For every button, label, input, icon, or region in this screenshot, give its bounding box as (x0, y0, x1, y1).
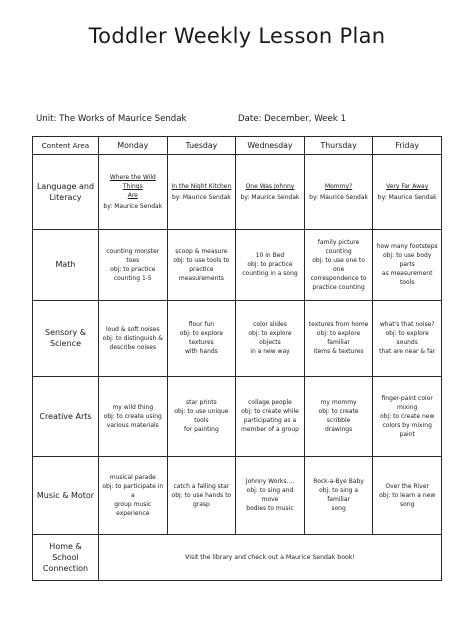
lesson-text-line: my mommy (320, 399, 357, 407)
lesson-text-line: obj: to distinguish & (102, 334, 163, 342)
lesson-text-line: correspondence to (310, 274, 367, 282)
book-title-line: In the Night Kitchen (171, 182, 232, 190)
lesson-cell-friday (373, 376, 442, 457)
lesson-text-line: flour fun (188, 321, 215, 329)
header-tuesday: Tuesday (167, 137, 236, 155)
lesson-text-line: loud & soft noises (106, 325, 160, 333)
book-title (238, 182, 302, 191)
lesson-text-line: various materials (106, 421, 159, 429)
content-area-line: Language and (36, 181, 95, 191)
lesson-text-line: textures from home (308, 321, 369, 329)
book-author: by: Maurice Sendak (309, 193, 368, 201)
content-area-line: Math (55, 260, 76, 270)
lesson-text-line: 10 in Bed (255, 252, 285, 260)
table-row (33, 155, 442, 230)
page-title: Toddler Weekly Lesson Plan (88, 24, 386, 48)
book-author: by: Maurice Sendak (103, 202, 163, 210)
lesson-cell-friday (373, 229, 442, 301)
lesson-text-line: obj: to use tools to (173, 256, 230, 264)
lesson-text-line: obj: to explore textures (179, 330, 224, 347)
lesson-text-line: obj: to practice (110, 265, 156, 273)
lesson-text-line: obj: to use unique tools (174, 408, 229, 425)
lesson-text-line: obj: to explore sounds (385, 330, 429, 347)
header-monday: Monday (99, 137, 168, 155)
lesson-cell-monday (99, 376, 168, 457)
lesson-cell-tuesday (167, 155, 236, 230)
lesson-text-line: obj: to create new (380, 412, 435, 420)
book-author: by: Maurice Sendak (171, 193, 231, 201)
book-title (375, 182, 439, 191)
header-row (33, 137, 442, 155)
lesson-text-line: counting monster toes (106, 247, 160, 264)
lesson-text-line: Johnny Works.... (245, 478, 295, 486)
lesson-text-line: song (399, 500, 415, 508)
lesson-text-line: items & textures (313, 348, 364, 356)
lesson-text-line: obj: to sing and move (246, 487, 294, 504)
lesson-text-line: scoop & measure (175, 247, 228, 255)
lesson-cell-wednesday (236, 457, 305, 535)
lesson-text-line: grasp (192, 500, 210, 508)
lesson-text-line: participating as a (243, 417, 297, 425)
lesson-cell-thursday (304, 376, 373, 457)
date-label: Date: December, Week 1 (238, 114, 346, 124)
lesson-text-line: Rock-a-Bye Baby (313, 478, 364, 486)
table-row (33, 376, 442, 457)
lesson-text-line: in a new way (250, 348, 290, 356)
connection-text: Visit the library and check out a Maurice Sendak book! (99, 534, 442, 580)
lesson-cell-wednesday (236, 155, 305, 230)
lesson-text-line: finger-paint color mixing (381, 394, 433, 411)
lesson-text-line: counting in a song (242, 270, 298, 278)
lesson-text-line: as measurement tools (381, 270, 433, 287)
lesson-text-line: obj: to create scribble (318, 408, 359, 425)
lesson-text-line: collage people (248, 399, 292, 407)
lesson-cell-thursday (304, 229, 373, 301)
lesson-text-line: family picture counting (317, 238, 360, 255)
lesson-text-line: catch a falling star (173, 482, 230, 490)
lesson-text-line: obj: to use body parts (383, 252, 432, 269)
lesson-text-line: group music experience (114, 500, 152, 517)
content-area-line: Music & Motor (36, 490, 95, 500)
lesson-text-line: obj: to explore objects (248, 330, 292, 347)
lesson-cell-wednesday (236, 229, 305, 301)
lesson-text-line: with hands (184, 348, 218, 356)
lesson-text-line: obj: to use one to one (312, 256, 365, 273)
lesson-text-line: obj: to practice (247, 261, 293, 269)
book-author: by: Maurice Sendak (377, 193, 437, 201)
book-title-line: Are (127, 191, 138, 199)
lesson-cell-tuesday (167, 457, 236, 535)
lesson-text-line: obj: to create using (103, 412, 162, 420)
lesson-cell-tuesday (167, 376, 236, 457)
lesson-cell-monday (99, 457, 168, 535)
lesson-cell-monday (99, 301, 168, 377)
lesson-text-line: what's that noise? (379, 321, 435, 329)
lesson-text-line: obj: to participate in a (102, 482, 164, 499)
book-title-line: One Was Johnny (245, 182, 295, 190)
lesson-text-line: song (331, 505, 346, 513)
table-row (33, 229, 442, 301)
lesson-text-line: my wild thing (112, 403, 154, 411)
content-area-line: Literacy (49, 192, 82, 202)
lesson-text-line: obj: to learn a new (379, 491, 436, 499)
connection-area-cell (33, 534, 99, 580)
lesson-text-line: how many footsteps (376, 243, 438, 251)
lesson-cell-monday (99, 229, 168, 301)
lesson-cell-friday (373, 155, 442, 230)
content-area-cell (33, 376, 99, 457)
connection-row (33, 534, 442, 580)
lesson-text-line: practice counting (312, 283, 365, 291)
content-area-cell (33, 301, 99, 377)
content-area-cell (33, 457, 99, 535)
content-area-line: Creative Arts (39, 411, 92, 421)
lesson-text-line: for painting (184, 426, 219, 434)
lesson-text-line: member of a group (241, 426, 299, 434)
content-area-line: Connection (42, 563, 89, 573)
table-row (33, 457, 442, 535)
lesson-cell-friday (373, 457, 442, 535)
lesson-text-line: that are near & far (379, 348, 436, 356)
book-title (170, 182, 234, 191)
lesson-text-line: counting 1-5 (113, 274, 152, 282)
lesson-text-line: practice measurements (178, 265, 224, 282)
lesson-text-line: obj: to sing a familiar (319, 487, 359, 504)
lesson-text-line: describe noises (109, 343, 157, 351)
lesson-cell-tuesday (167, 301, 236, 377)
lesson-cell-thursday (304, 301, 373, 377)
lesson-cell-wednesday (236, 301, 305, 377)
table-row (33, 301, 442, 377)
content-area-line: Sensory & Science (45, 328, 86, 349)
book-title-line: Where the Wild Things (109, 173, 156, 190)
book-title (307, 182, 371, 191)
header-content-area: Content Area (33, 137, 99, 155)
lesson-text-line: drawings (324, 426, 353, 434)
lesson-text-line: obj: to create while (241, 408, 299, 416)
lesson-cell-tuesday (167, 229, 236, 301)
lesson-text-line: Over the River (385, 482, 429, 490)
book-author: by: Maurice Sendak (240, 193, 300, 201)
book-title-line: Mommy? (324, 182, 353, 190)
header-thursday: Thursday (304, 137, 373, 155)
lesson-cell-thursday (304, 457, 373, 535)
lesson-text-line: bodies to music (246, 505, 294, 513)
content-area-line: Home & School (49, 541, 82, 562)
lesson-cell-monday (99, 155, 168, 230)
unit-label: Unit: The Works of Maurice Sendak (36, 114, 187, 124)
book-title (101, 173, 165, 200)
lesson-text-line: musical parade (109, 473, 156, 481)
lesson-text-line: obj: to use hands to (171, 491, 232, 499)
header-wednesday: Wednesday (236, 137, 305, 155)
lesson-text-line: star prints (186, 399, 217, 407)
lesson-cell-thursday (304, 155, 373, 230)
lesson-plan-table (32, 136, 442, 581)
lesson-cell-friday (373, 301, 442, 377)
lesson-text-line: obj: to explore familiar (316, 330, 361, 347)
lesson-text-line: colors by mixing paint (382, 421, 432, 438)
content-area-cell (33, 155, 99, 230)
lesson-text-line: color slides (253, 321, 287, 329)
lesson-cell-wednesday (236, 376, 305, 457)
header-friday: Friday (373, 137, 442, 155)
content-area-cell (33, 229, 99, 301)
book-title-line: Very Far Away (386, 182, 429, 190)
